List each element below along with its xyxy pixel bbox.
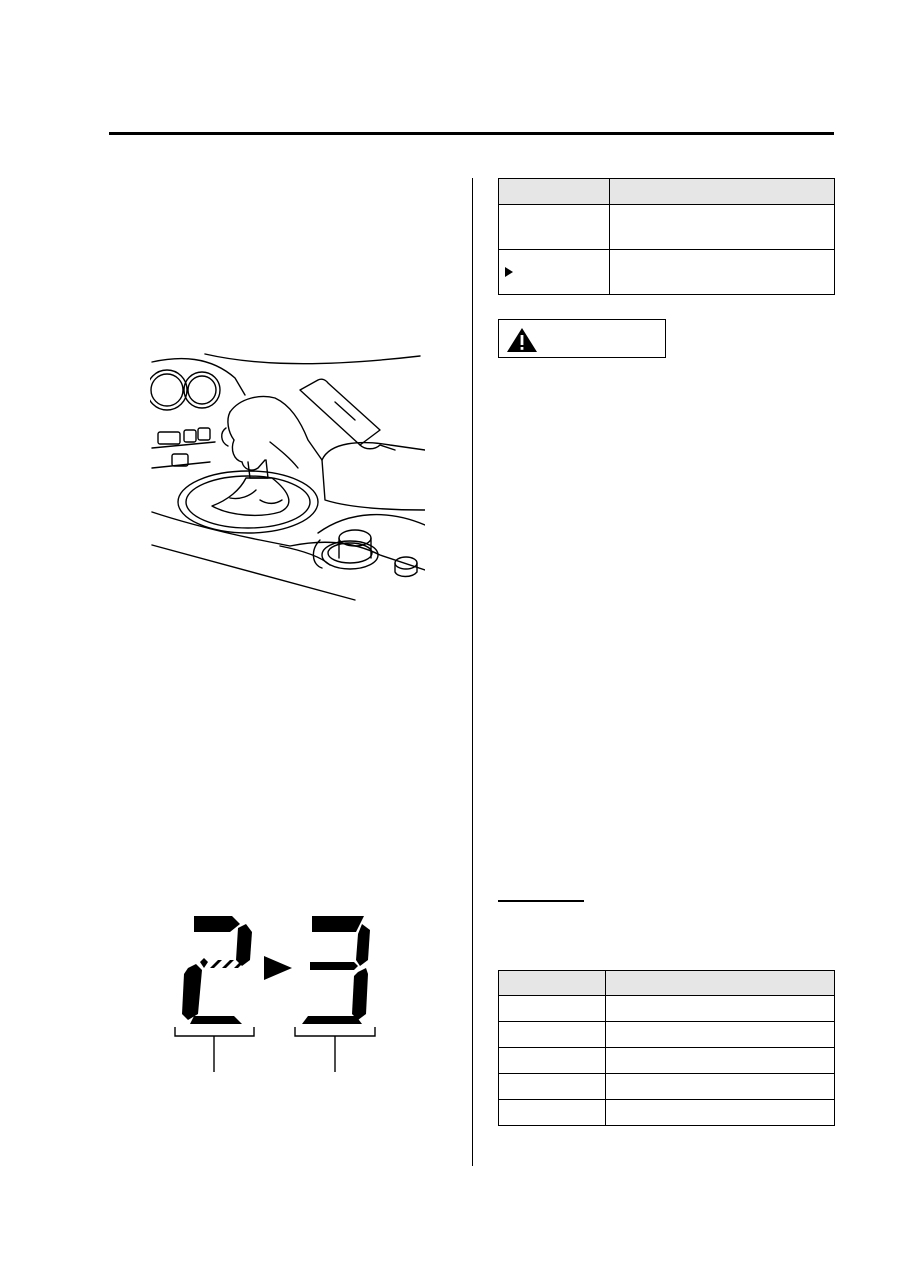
bottom-table-cell [606,1074,835,1100]
digit-2-segment-top [194,916,240,932]
bottom-table-cell [606,1022,835,1048]
recommended-gear-bracket [295,1027,375,1036]
play-triangle-icon [505,267,513,277]
digit-2-segment-lower-left [182,964,202,1020]
top-table-header-cell [499,179,610,205]
bottom-table-header-row [499,971,835,996]
warning-triangle-icon [506,327,538,353]
bottom-table-header-cell [606,971,835,996]
top-table-cell [499,205,610,250]
digit-3-segment-upper-right [356,924,370,966]
bottom-table-row [499,996,835,1022]
top-table-cell [610,250,835,295]
bottom-table-cell [499,1048,606,1074]
top-table-header-row [499,179,835,205]
bottom-table [498,970,835,1126]
shift-up-arrow-icon [264,956,292,980]
bottom-table-cell [499,1100,606,1126]
warning-box [498,319,666,358]
bottom-table-cell [499,996,606,1022]
digit-3-segment-bottom [302,1016,362,1024]
top-table [498,178,835,295]
digit-3-segment-middle [310,962,358,970]
bottom-table-row [499,1074,835,1100]
bottom-table-row [499,1022,835,1048]
top-table-cell [499,250,610,295]
header-rule [109,132,834,135]
shift-indicator-display [170,910,385,1080]
digit-2-segment-upper-right [236,924,252,966]
bottom-table-cell [606,1100,835,1126]
digit-2-segment-bottom [190,1016,242,1024]
section-link[interactable] [498,884,584,902]
gear-shift-illustration [150,350,425,605]
current-gear-bracket [175,1027,254,1036]
bottom-table-cell [606,1048,835,1074]
top-table-header-cell [610,179,835,205]
bottom-table-header-cell [499,971,606,996]
bottom-table-row [499,1100,835,1126]
bottom-table-cell [499,1022,606,1048]
digit-3-segment-lower-right [352,968,368,1020]
column-divider [472,178,473,1166]
bottom-table-cell [499,1074,606,1100]
top-table-row [499,250,835,295]
top-table-row [499,205,835,250]
top-table-cell [610,205,835,250]
bottom-table-row [499,1048,835,1074]
digit-3-segment-top [312,916,364,932]
bottom-table-cell [606,996,835,1022]
